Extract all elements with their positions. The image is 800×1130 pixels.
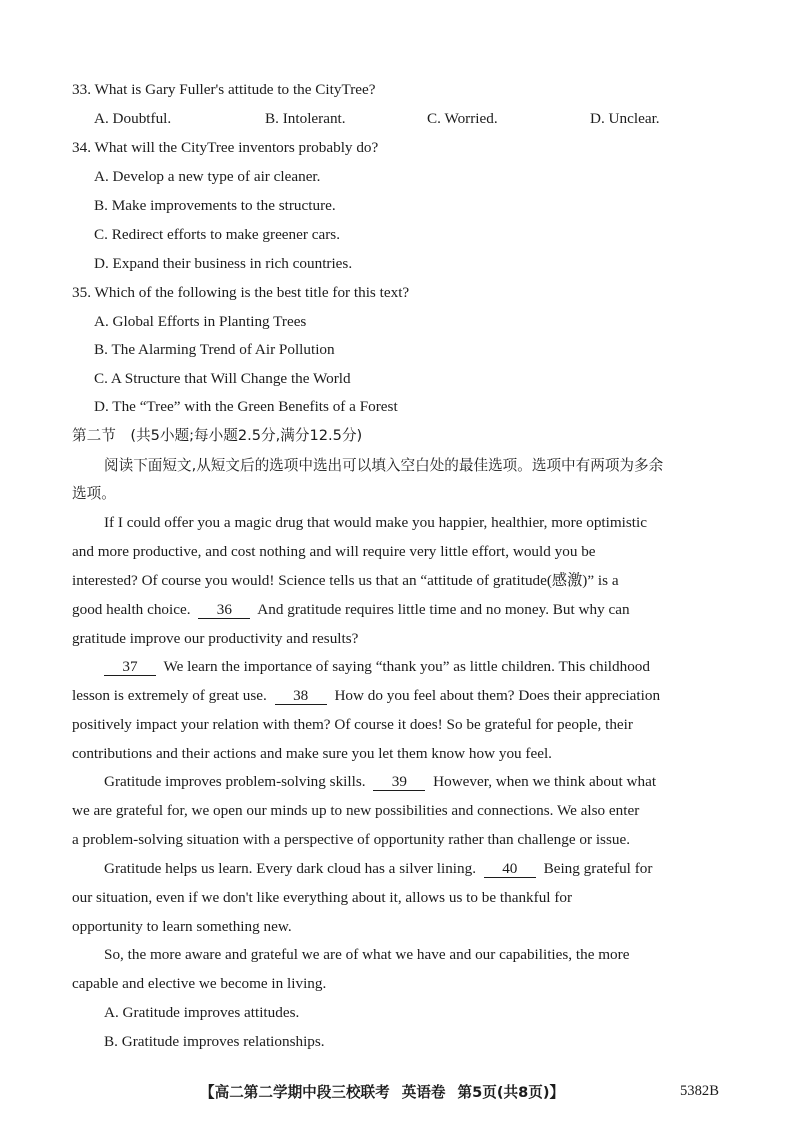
blank-37[interactable]: 37 bbox=[104, 658, 156, 676]
passage-p4-line1-post: Being grateful for bbox=[543, 860, 653, 877]
choice-a: A. Gratitude improves attitudes. bbox=[104, 1004, 300, 1021]
q35-option-b: B. The Alarming Trend of Air Pollution bbox=[94, 341, 335, 358]
passage-p1-line5: gratitude improve our productivity and results? bbox=[72, 630, 359, 647]
q34-option-c: C. Redirect efforts to make greener cars. bbox=[94, 226, 340, 243]
passage-p4-line1-pre: Gratitude helps us learn. Every dark cloud has a silver lining. bbox=[104, 860, 476, 877]
q34-stem: 34. What will the CityTree inventors probably do? bbox=[72, 139, 379, 156]
passage-p3-line3: a problem-solving situation with a perspective of opportunity rather than challenge or issue. bbox=[72, 831, 630, 848]
passage-p3-line1 bbox=[104, 772, 656, 792]
blank-39[interactable]: 39 bbox=[373, 773, 425, 791]
passage-p1-line2 bbox=[72, 542, 730, 562]
q35-option-a: A. Global Efforts in Planting Trees bbox=[94, 313, 307, 330]
section-instruction: 阅读下面短文,从短文后的选项中选出可以填入空白处的最佳选项。选项中有两项为多余 bbox=[104, 457, 664, 474]
blank-36[interactable]: 36 bbox=[198, 601, 250, 619]
passage-p3-line1-pre: Gratitude improves problem-solving skills. bbox=[104, 773, 366, 790]
section-instruction-cont: 选项。 bbox=[72, 485, 116, 502]
passage-p5-line1: So, the more aware and grateful we are of what we have and our capabilities, the more bbox=[104, 946, 630, 963]
blank-40[interactable]: 40 bbox=[484, 860, 536, 878]
footer-subject: 英语卷 bbox=[401, 1084, 446, 1101]
passage-p3-line2: we are grateful for, we open our minds up to new possibilities and connections. We also enter bbox=[72, 802, 640, 819]
passage-p2-line4: contributions and their actions and make sure you let them know how you feel. bbox=[72, 745, 552, 762]
q33-option-b: B. Intolerant. bbox=[265, 110, 346, 127]
passage-p2-line1 bbox=[104, 657, 650, 677]
blank-38[interactable]: 38 bbox=[275, 687, 327, 705]
passage-p1-line3: interested? Of course you would! Science tells us that an “attitude of gratitude(感激)” is a bbox=[72, 572, 619, 589]
passage-p1-line1: If I could offer you a magic drug that would make you happier, healthier, more optimistic bbox=[104, 514, 647, 531]
passage-p1-line4-post: And gratitude requires little time and no money. But why can bbox=[257, 601, 630, 618]
q33-option-a: A. Doubtful. bbox=[94, 110, 172, 127]
passage-p4-line1 bbox=[104, 859, 652, 879]
q35-option-d: D. The “Tree” with the Green Benefits of a Forest bbox=[94, 398, 398, 415]
passage-p5-line2: capable and elective we become in living. bbox=[72, 975, 327, 992]
passage-p1-line4 bbox=[72, 600, 630, 620]
q34-option-d: D. Expand their business in rich countries. bbox=[94, 255, 353, 272]
passage-p4-line3: opportunity to learn something new. bbox=[72, 918, 292, 935]
section-heading: 第二节 (共5小题;每小题2.5分,满分12.5分) bbox=[72, 427, 363, 444]
footer-exam: 【高二第二学期中段三校联考 bbox=[200, 1084, 390, 1101]
page-footer bbox=[200, 1081, 564, 1102]
passage-p1-line4-pre: good health choice. bbox=[72, 601, 191, 618]
footer-page-number: 第5页(共8页)】 bbox=[457, 1084, 565, 1101]
passage-p2-line2 bbox=[72, 686, 660, 706]
q34-option-b: B. Make improvements to the structure. bbox=[94, 197, 336, 214]
passage-p1-line2-text: and more productive, and cost nothing and will require very little effort, would you be bbox=[72, 543, 596, 560]
passage-p2-line3: positively impact your relation with them? Of course it does! So be grateful for people, their bbox=[72, 716, 633, 733]
choice-b: B. Gratitude improves relationships. bbox=[104, 1033, 325, 1050]
q33-stem: 33. What is Gary Fuller's attitude to the CityTree? bbox=[72, 81, 376, 98]
passage-p4-line2: our situation, even if we don't like everything about it, allows us to be thankful for bbox=[72, 889, 573, 906]
q33-option-c: C. Worried. bbox=[427, 110, 498, 127]
q34-option-a: A. Develop a new type of air cleaner. bbox=[94, 168, 321, 185]
q35-option-c: C. A Structure that Will Change the World bbox=[94, 370, 351, 387]
q35-stem: 35. Which of the following is the best title for this text? bbox=[72, 284, 410, 301]
passage-p2-line1-post: We learn the importance of saying “thank you” as little children. This childhood bbox=[163, 658, 650, 675]
passage-p2-line2-post: How do you feel about them? Does their appreciation bbox=[334, 687, 661, 704]
q33-option-d: D. Unclear. bbox=[590, 110, 660, 127]
passage-p2-line2-pre: lesson is extremely of great use. bbox=[72, 687, 267, 704]
paper-code: 5382B bbox=[680, 1083, 719, 1099]
passage-p3-line1-post: However, when we think about what bbox=[433, 773, 657, 790]
